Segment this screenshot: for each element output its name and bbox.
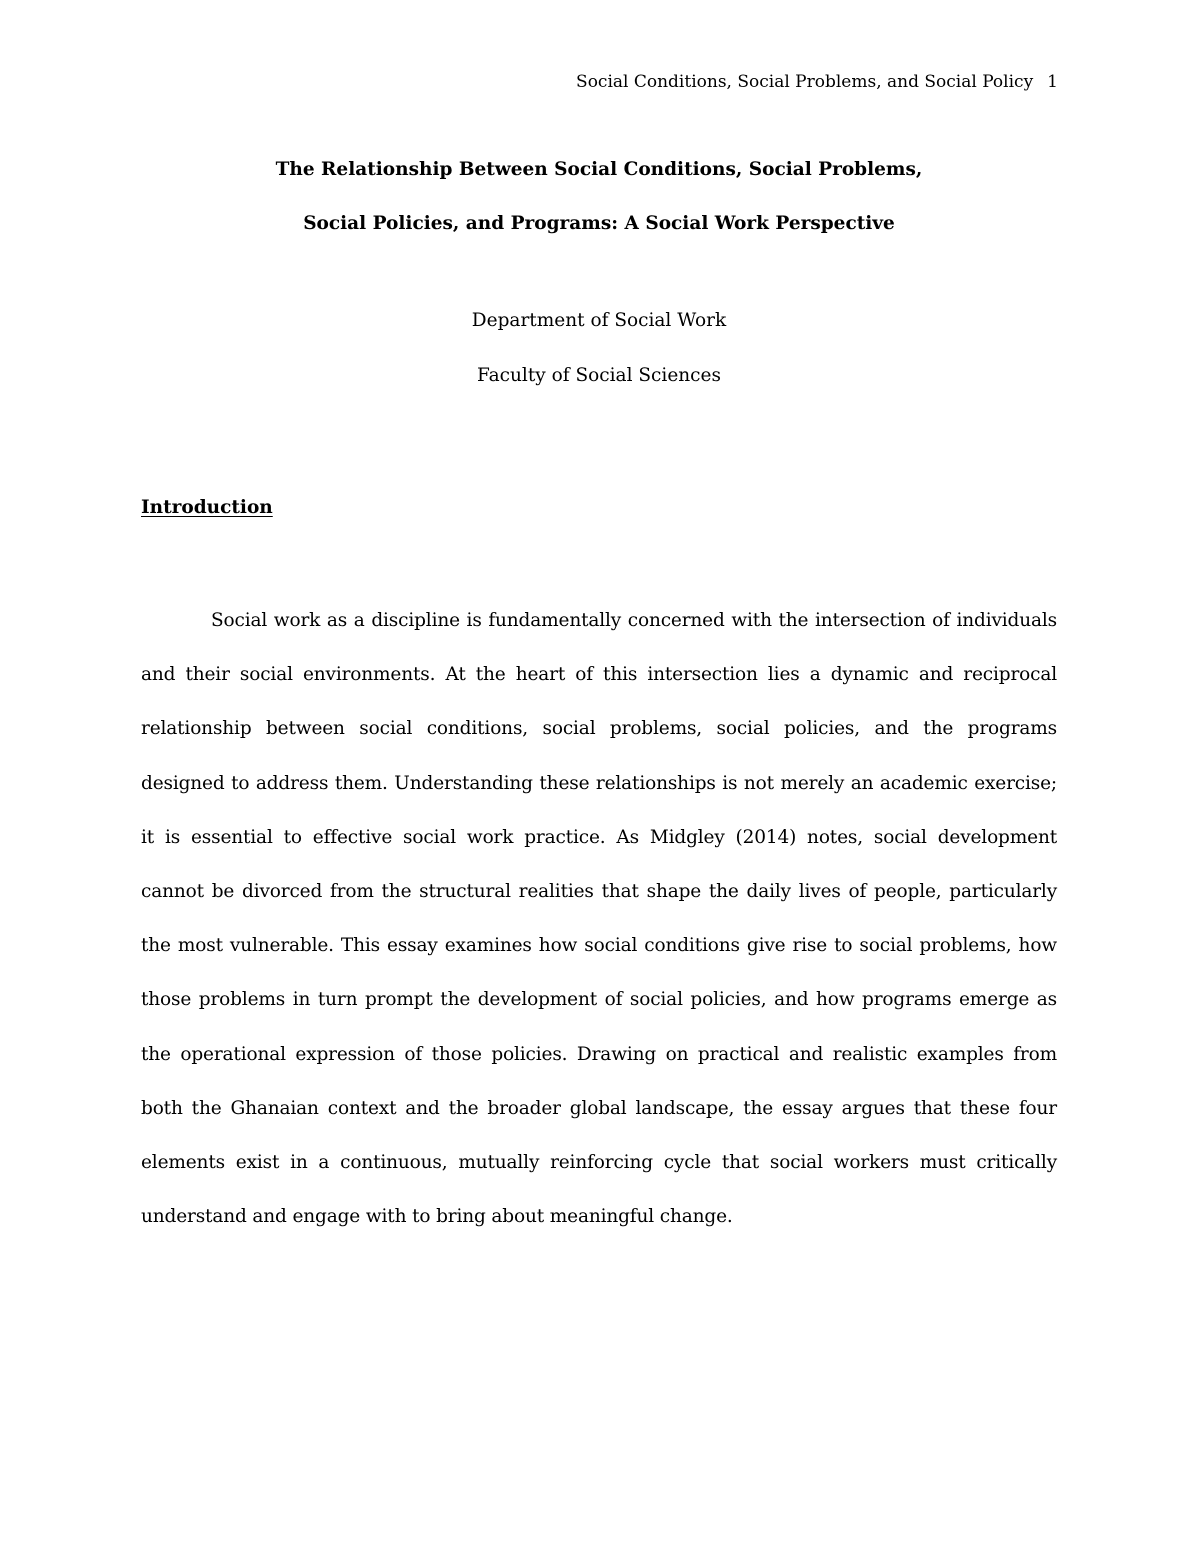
faculty-name: Faculty of Social Sciences [477, 365, 721, 386]
title-line-1: The Relationship Between Social Conditions, Social Problems, [275, 159, 923, 180]
affiliation-block [140, 293, 1058, 403]
introduction-paragraph: Social work as a discipline is fundamentally concerned with the intersection of individuals and their social environments. At the heart of this intersection lies a dynamic and reciprocal relationship between social conditions, social problems, social policies, and the programs designed to address them. Understanding these relationships is not merely an academic exercise; it is essential to effective social work practice. As Midgley (2014) notes, social development cannot be divorced from the structural realities that shape the daily lives of people, particularly the most vulnerable. This essay examines how social conditions give rise to social problems, how those problems in turn prompt the development of social policies, and how programs emerge as the operational expression of those policies. Drawing on practical and realistic examples from both the Ghanaian context and the broader global landscape, the essay argues that these four elements exist in a continuous, mutually reinforcing cycle that social workers must critically understand and engage with to bring about meaningful change. [141, 610, 1057, 1228]
running-head [576, 70, 1058, 94]
page-number: 1 [1047, 72, 1058, 92]
department-name: Department of Social Work [471, 310, 727, 331]
title-line-2: Social Policies, and Programs: A Social Work Perspective [303, 213, 895, 234]
running-head-text: Social Conditions, Social Problems, and Social Policy [576, 72, 1034, 92]
section-heading-introduction: Introduction [141, 497, 273, 518]
document-title [140, 143, 1058, 251]
